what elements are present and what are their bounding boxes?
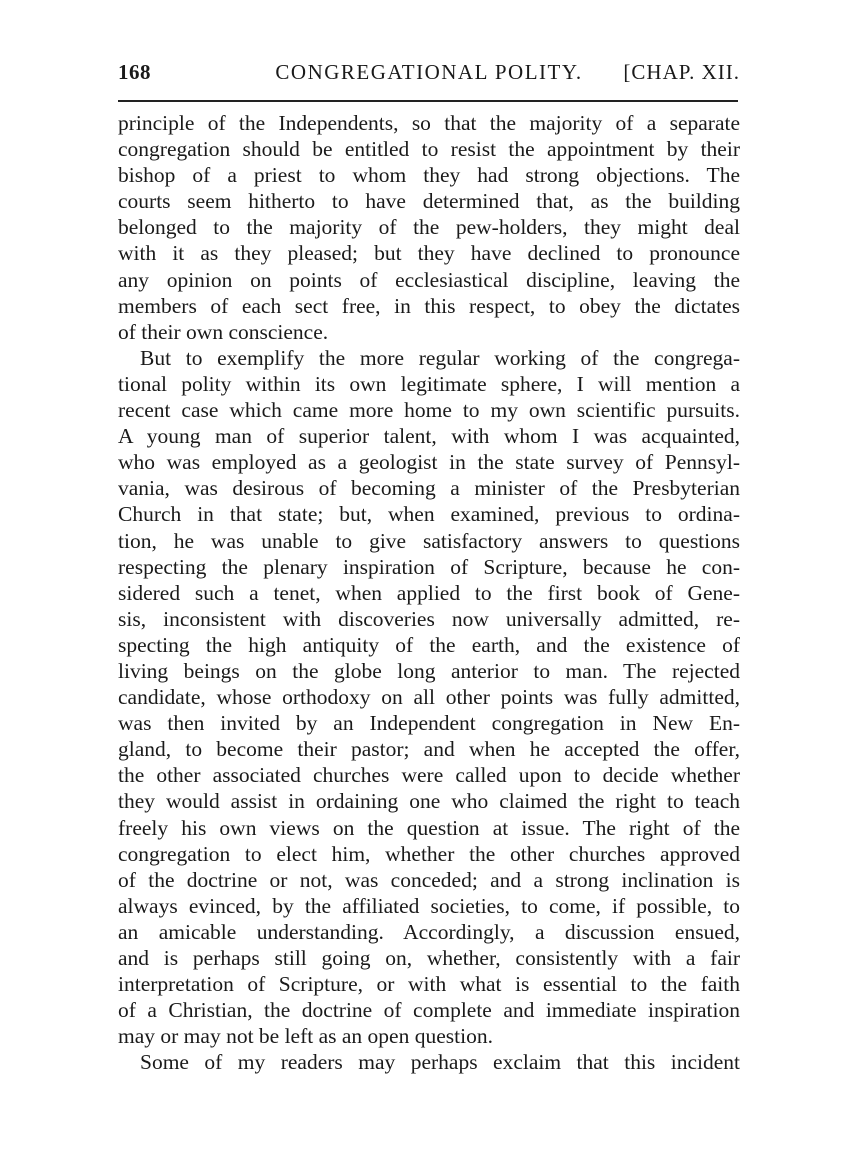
header-rule bbox=[118, 100, 738, 102]
text-line: sidered such a tenet, when applied to the first book of Gene- bbox=[118, 580, 740, 605]
text-line: tional polity within its own legitimate sphere, I will mention a bbox=[118, 371, 740, 396]
text-line: bishop of a priest to whom they had strong objections. The bbox=[118, 163, 740, 188]
text-line: they would assist in ordaining one who claimed the right to teach bbox=[118, 789, 740, 814]
page-number: 168 bbox=[118, 60, 151, 84]
text-line: respecting the plenary inspiration of Scripture, because he con- bbox=[118, 554, 740, 579]
text-line: sis, inconsistent with discoveries now universally admitted, re- bbox=[118, 606, 740, 631]
paragraph-end-line: may or may not be left as an open question. bbox=[118, 1024, 493, 1049]
text-line: Church in that state; but, when examined, previous to ordina- bbox=[118, 502, 740, 527]
text-line: courts seem hitherto to have determined that, as the building bbox=[118, 189, 740, 214]
text-line: living beings on the globe long anterior to man. The rejected bbox=[118, 658, 740, 683]
running-header bbox=[118, 60, 740, 92]
text-line: vania, was desirous of becoming a minister of the Presbyterian bbox=[118, 476, 740, 501]
paragraph-start-line: But to exemplify the more regular working of the congrega- bbox=[140, 345, 740, 370]
body-text bbox=[118, 110, 740, 1075]
text-line: congregation to elect him, whether the other churches approved bbox=[118, 841, 740, 866]
chapter-label: [CHAP. XII. bbox=[623, 60, 740, 84]
text-line: principle of the Independents, so that the majority of a separate bbox=[118, 111, 740, 135]
paragraph-end-line: of their own conscience. bbox=[118, 319, 329, 344]
text-line: A young man of superior talent, with whom I was acquainted, bbox=[118, 424, 740, 449]
text-line: the other associated churches were called upon to decide whether bbox=[118, 763, 740, 788]
text-line: always evinced, by the affiliated societies, to come, if possible, to bbox=[118, 893, 740, 918]
text-line: an amicable understanding. Accordingly, a discussion ensued, bbox=[118, 919, 740, 944]
text-line: and is perhaps still going on, whether, consistently with a fair bbox=[118, 946, 740, 970]
paragraph-start-line: Some of my readers may perhaps exclaim that this incident bbox=[140, 1050, 740, 1075]
text-line: who was employed as a geologist in the state survey of Pennsyl- bbox=[118, 450, 740, 475]
text-line: specting the high antiquity of the earth, and the existence of bbox=[118, 632, 740, 657]
text-line: belonged to the majority of the pew-holders, they might deal bbox=[118, 215, 740, 240]
text-line: any opinion on points of ecclesiastical discipline, leaving the bbox=[118, 267, 740, 292]
text-line: congregation should be entitled to resist the appointment by their bbox=[118, 137, 740, 162]
text-line: members of each sect free, in this respect, to obey the dictates bbox=[118, 293, 740, 318]
text-line: freely his own views on the question at issue. The right of the bbox=[118, 815, 740, 840]
text-line: was then invited by an Independent congregation in New En- bbox=[118, 711, 740, 736]
text-line: tion, he was unable to give satisfactory answers to questions bbox=[118, 528, 740, 553]
running-title: CONGREGATIONAL POLITY. bbox=[275, 60, 583, 84]
text-line: gland, to become their pastor; and when he accepted the offer, bbox=[118, 737, 740, 762]
text-line: interpretation of Scripture, or with what is essential to the faith bbox=[118, 972, 740, 997]
text-line: of the doctrine or not, was conceded; and a strong inclination is bbox=[118, 867, 740, 892]
text-line: of a Christian, the doctrine of complete and immediate inspiration bbox=[118, 998, 740, 1023]
text-line: candidate, whose orthodoxy on all other points was fully admitted, bbox=[118, 685, 740, 710]
text-line: recent case which came more home to my own scientific pursuits. bbox=[118, 398, 740, 423]
text-line: with it as they pleased; but they have declined to pronounce bbox=[118, 241, 740, 266]
